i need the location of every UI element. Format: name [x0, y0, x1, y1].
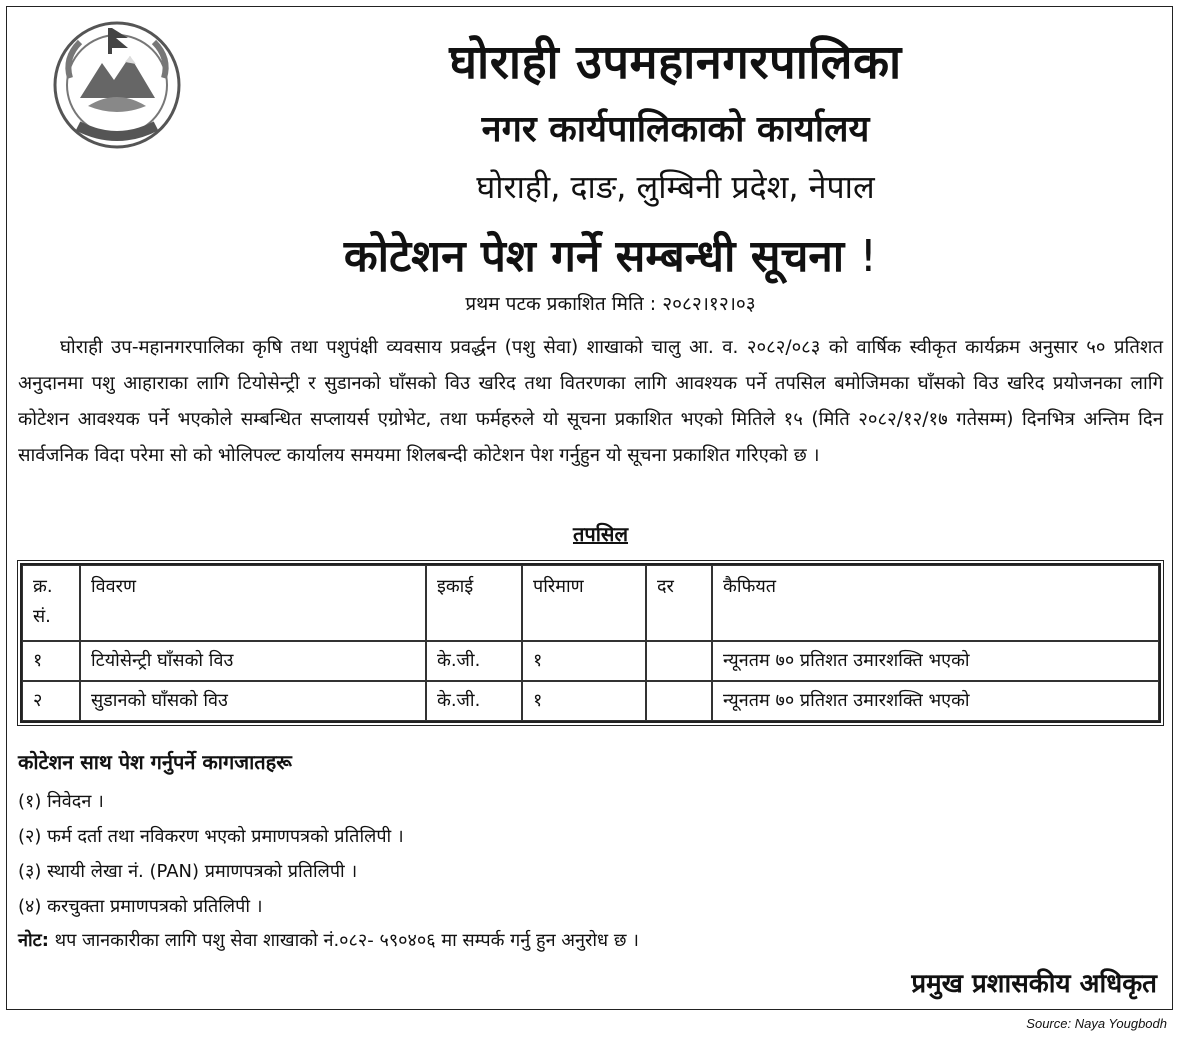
column-header-remarks: कैफियत — [712, 565, 1159, 641]
cell-quantity: १ — [522, 681, 646, 721]
schedule-heading: तपसिल — [572, 522, 629, 546]
column-header-description: विवरण — [80, 565, 426, 641]
list-item: (४) करचुक्ता प्रमाणपत्रको प्रतिलिपी । — [18, 896, 263, 917]
cell-rate — [646, 681, 712, 721]
cell-description: टियोसेन्ट्री घाँसको विउ — [80, 641, 426, 681]
table-row — [22, 681, 1159, 721]
notice-title-text: कोटेशन पेश गर्ने सम्बन्धी सूचना — [343, 231, 845, 282]
column-header-quantity: परिमाण — [522, 565, 646, 641]
column-header-rate: दर — [646, 565, 712, 641]
table-header-row — [22, 565, 1159, 641]
nepal-government-emblem-icon — [50, 18, 185, 153]
cell-remarks: न्यूनतम ७० प्रतिशत उमारशक्ति भएको — [712, 681, 1159, 721]
signatory-title: प्रमुख प्रशासकीय अधिकृत — [911, 969, 1157, 999]
cell-unit: के.जी. — [426, 681, 522, 721]
table-row — [22, 641, 1159, 681]
cell-quantity: १ — [522, 641, 646, 681]
note-label: नोट: — [18, 930, 49, 951]
note-text: थप जानकारीका लागि पशु सेवा शाखाको नं.०८२- ५९०४०६ मा सम्पर्क गर्नु हुन अनुरोध छ । — [48, 930, 640, 951]
column-header-unit: इकाई — [426, 565, 522, 641]
office-address: घोराही, दाङ, लुम्बिनी प्रदेश, नेपाल — [476, 168, 875, 206]
notice-title-mark: ! — [859, 231, 878, 282]
cell-serial: २ — [22, 681, 80, 721]
cell-description: सुडानको घाँसको विउ — [80, 681, 426, 721]
required-documents-heading: कोटेशन साथ पेश गर्नुपर्ने कागजातहरू — [18, 750, 292, 774]
cell-rate — [646, 641, 712, 681]
cell-unit: के.जी. — [426, 641, 522, 681]
notice-title — [0, 224, 1181, 284]
notice-body: घोराही उप-महानगरपालिका कृषि तथा पशुपंक्षी व्यवसाय प्रवर्द्धन (पशु सेवा) शाखाको चालु आ. व. २०८२/०८३ को वार्षिक स्वीकृत कार्यक्रम अनुसार ५० प्रतिशत अनुदानमा पशु आहाराका लागि टियोसेन्ट्री र सुडानको घाँसको विउ खरिद तथा वितरणका लागि आवश्यक पर्ने तपसिल बमोजिमका घाँसको विउ खरिद प्रयोजनका लागि कोटेशन आवश्यक पर्ने भएकोले सम्बन्धित सप्लायर्स एग्रोभेट, तथा फर्महरुले यो सूचना प्रकाशित भएको मितिले १५ (मिति २०८२/१२/१७ गतेसम्म) दिनभित्र अन्तिम दिन सार्वजनिक विदा परेमा सो को भोलिपल्ट कार्यालय समयमा शिलबन्दी कोटेशन पेश गर्नुहुन यो सूचना प्रकाशित गरिएको छ । — [18, 337, 1163, 466]
schedule-table — [20, 563, 1161, 723]
cell-remarks: न्यूनतम ७० प्रतिशत उमारशक्ति भएको — [712, 641, 1159, 681]
office-name: घोराही उपमहानगरपालिका — [449, 35, 902, 90]
list-item: (१) निवेदन । — [18, 791, 104, 812]
list-item: (२) फर्म दर्ता तथा नविकरण भएको प्रमाणपत्रको प्रतिलिपी । — [18, 826, 404, 847]
list-item: (३) स्थायी लेखा नं. (PAN) प्रमाणपत्रको प्रतिलिपी । — [18, 861, 358, 882]
source-credit: Source: Naya Yougbodh — [1026, 1016, 1167, 1031]
contact-note — [18, 928, 639, 952]
published-date: प्रथम पटक प्रकाशित मिति : २०८२।१२।०३ — [465, 293, 756, 315]
office-subtitle: नगर कार्यपालिकाको कार्यालय — [481, 109, 870, 150]
required-documents-list — [18, 784, 404, 924]
column-header-serial: क्र. सं. — [22, 565, 80, 641]
cell-serial: १ — [22, 641, 80, 681]
